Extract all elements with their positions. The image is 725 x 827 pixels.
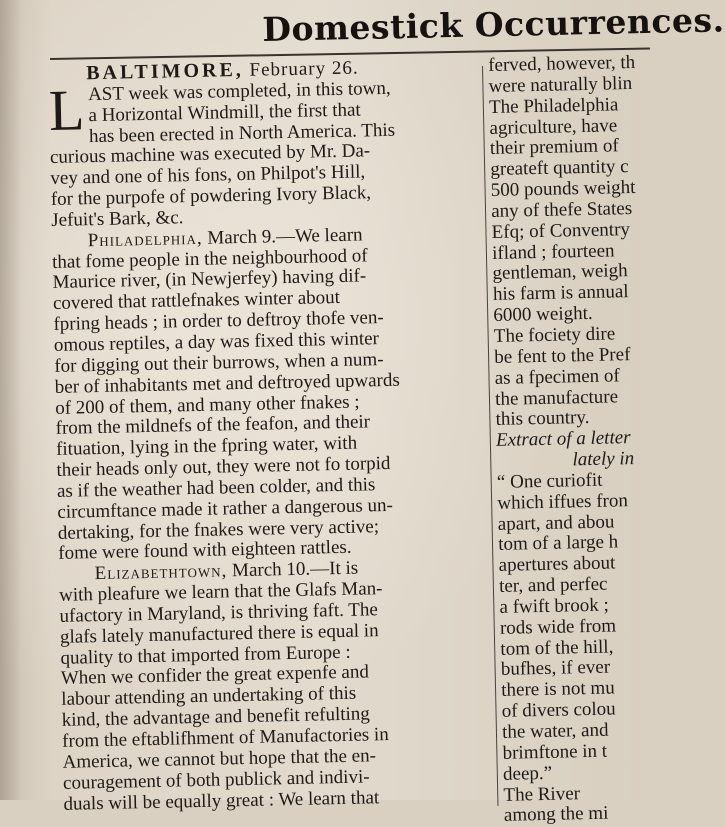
article-line: kind, the advantage and benefit refulting <box>61 703 371 732</box>
article-line: covered that rattlefnakes winter about <box>52 287 341 315</box>
article-line: this country. <box>495 407 590 431</box>
quote-line: which iffues fron <box>497 489 629 514</box>
article-line: dertaking, for the fnakes were very active; <box>57 515 380 544</box>
article-line: of 200 of them, and many other fnakes ; <box>54 391 360 419</box>
quote-line: deep.” <box>502 762 553 785</box>
article-line: The Philadelphia <box>488 93 619 118</box>
article-line: fome were found with eighteen rattles. <box>58 537 352 565</box>
article-line: agriculture, have <box>489 114 618 139</box>
quote-line: apart, and abou <box>497 511 615 535</box>
quote-line: bufhes, if ever <box>500 657 611 681</box>
baltimore-date: February 26. <box>243 57 359 81</box>
quote-line: a fwift brook ; <box>499 594 609 618</box>
extract-heading-2: lately in <box>572 448 635 471</box>
article-line: from the eftablifhment of Manufactories in <box>61 724 389 752</box>
quote-line: the water, and <box>501 719 609 743</box>
article-line: glafs lately manufactured there is equal in <box>59 619 379 648</box>
baltimore-place: BALTIMORE, <box>85 58 245 85</box>
article-line: AST week was completed, in this town, <box>87 77 391 106</box>
elizabethtown-article <box>58 556 491 815</box>
article-line: quality to that imported from Europe : <box>60 641 351 669</box>
article-line: his farm is annual <box>492 281 629 306</box>
article-line: 500 pounds weight <box>490 177 636 202</box>
article-line: Efq; of Conventry <box>491 218 631 243</box>
section-heading: Domestick Occurrences. <box>262 0 725 49</box>
extract-heading: Extract of a letter <box>495 427 631 452</box>
article-line: labour attending an undertaking of this <box>61 682 357 711</box>
philadelphia-article <box>52 223 487 565</box>
article-line: ifland ; fourteen <box>491 239 615 264</box>
article-line: Maurice river, (in Newjerfey) having dif- <box>52 265 367 294</box>
philadelphia-place: Philadelphia, <box>87 227 203 251</box>
quote-line: tom of a large h <box>498 531 619 556</box>
article-line: for the purpofe of powdering Ivory Black, <box>50 182 372 211</box>
quote-line: among the mi <box>503 803 609 827</box>
article-line: with pleafure we learn that the Glafs Man- <box>58 578 383 606</box>
article-line: gentleman, weigh <box>492 260 628 285</box>
quote-line: rods wide from <box>499 615 617 639</box>
article-line: greateft quantity c <box>490 156 629 181</box>
article-line: The fociety dire <box>493 323 616 347</box>
quote-line: “ One curiofit <box>496 469 603 493</box>
quote-line: The River <box>503 782 581 806</box>
article-line: from the mildnefs of the feafon, and their <box>55 411 371 440</box>
article-line: for digging out their burrows, when a num- <box>54 348 384 377</box>
article-line: curious machine was executed by Mr. Da- <box>49 140 371 169</box>
quote-line: ter, and perfec <box>498 573 608 597</box>
article-line: circumftance made it rather a dangerous un- <box>57 494 394 523</box>
article-line: vey and one of his fons, on Philpot's Hill, <box>50 161 366 190</box>
article-line: couragement of both publick and indivi- <box>62 766 370 794</box>
article-line: the manufacture <box>494 385 619 410</box>
article-line: ferved, however, th <box>487 51 636 76</box>
philadelphia-date: March 9.—We learn <box>202 224 363 249</box>
article-line: has been erected in North America. This <box>88 119 396 147</box>
article-line: 6000 weight. <box>493 302 593 327</box>
article-line: fpring heads ; in order to deftroy thofe ven- <box>53 307 384 336</box>
quote-line: tom of the hill, <box>500 636 614 660</box>
article-line: omous reptiles, a day was fixed this winter <box>53 328 380 356</box>
article-line: ber of inhabitants met and deftroyed upwards <box>54 369 400 398</box>
article-line: duals will be equally great : We learn that <box>63 786 380 815</box>
article-line: a Horizontal Windmill, the first that <box>88 99 361 126</box>
left-column <box>48 55 492 815</box>
page-edge-shadow <box>0 0 22 800</box>
article-line: America, we cannot but hope that the en- <box>62 745 377 773</box>
article-line: ufactory in Maryland, is thriving faft. The <box>59 599 379 627</box>
article-line: were naturally blin <box>488 72 633 97</box>
article-line: their premium of <box>489 135 619 160</box>
elizabethtown-date: March 10.—It is <box>227 557 359 582</box>
baltimore-article <box>48 77 479 232</box>
quote-line: of divers colou <box>501 698 616 723</box>
article-line: When we confider the great expenfe and <box>60 661 370 690</box>
quote-line: there is not mu <box>501 677 615 702</box>
article-line: fituation, lying in the fpring water, with <box>55 432 358 461</box>
article-line: that fome people in the neighbourhood of <box>51 244 368 273</box>
article-line: their heads only out, they were not fo torpid <box>56 452 391 481</box>
drop-cap-letter: L <box>48 77 86 143</box>
article-line: any of thefe States <box>491 197 633 222</box>
right-column <box>488 52 674 827</box>
article-line: as a fpecimen of <box>494 364 620 389</box>
article-line: Jefuit's Bark, &c. <box>51 207 184 231</box>
article-line: as if the weather had been colder, and this <box>56 474 376 502</box>
quote-line: brimftone in t <box>502 740 608 764</box>
quote-line: apertures about <box>498 552 616 577</box>
elizabethtown-place: Elizabethtown, <box>94 560 228 585</box>
article-line: be fent to the Pref <box>494 343 631 368</box>
